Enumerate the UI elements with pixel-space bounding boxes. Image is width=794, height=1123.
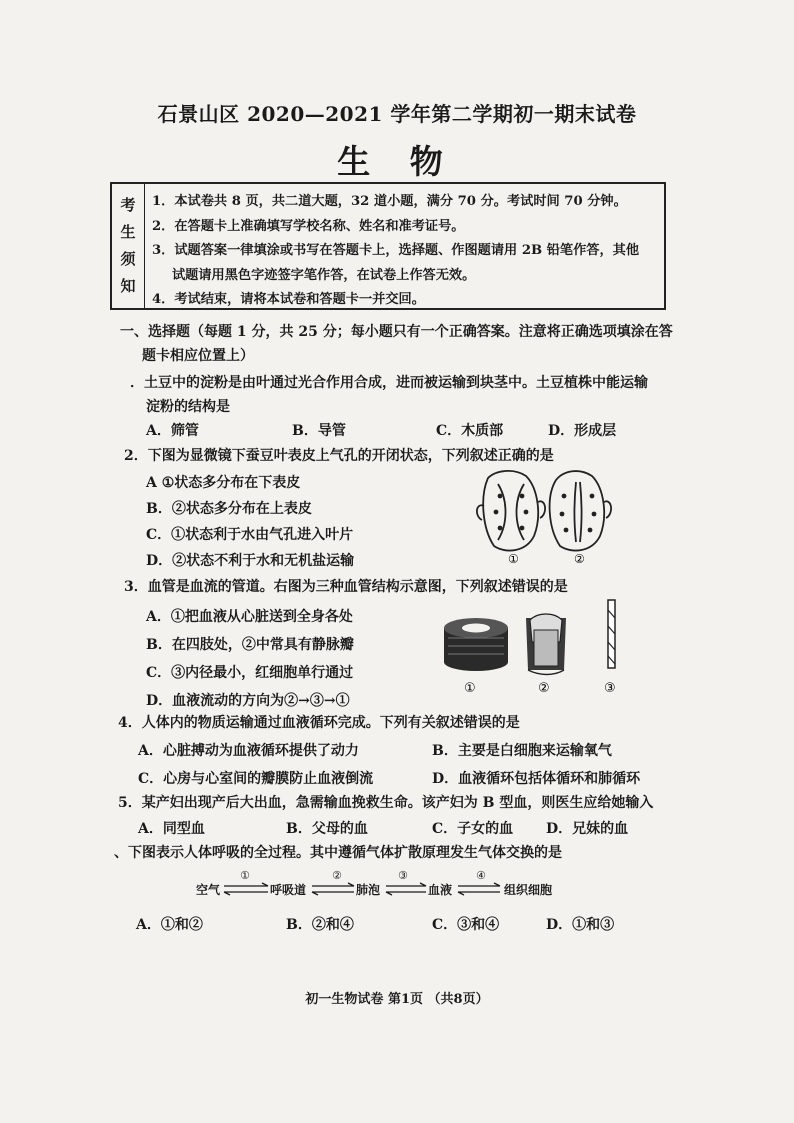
q6-option-a: A．①和② [136,917,203,933]
notice-heading-char: 知 [120,277,136,295]
q2-option-a: A ①状态多分布在下表皮 [146,475,301,491]
notice-item: 1．本试卷共 8 页，共二道大题，32 道小题，满分 70 分。考试时间 70 分钟。 [152,194,627,209]
q1-stem: ．土豆中的淀粉是由叶通过光合作用合成，进而被运输到块茎中。土豆植株中能运输 [130,375,648,391]
notice-heading-char: 生 [120,223,136,241]
page-footer: 初一生物试卷 第1页 （共8页） [305,992,489,1007]
respiration-diagram [196,868,596,904]
q1-stem-continued: 淀粉的结构是 [146,399,230,415]
q3-option-d: D．血液流动的方向为②→③→① [146,693,350,709]
notice-item: 4．考试结束，请将本试卷和答题卡一并交回。 [152,292,425,307]
section-heading-line: 一、选择题（每题 1 分，共 25 分；每小题只有一个正确答案。注意将正确选项填涂在答 [120,324,673,340]
q1-option-a: A．筛管 [146,423,199,439]
q3-option-c: C．③内径最小，红细胞单行通过 [146,665,354,681]
vessel-label-3: ③ [604,681,616,696]
q6-stem: 、下图表示人体呼吸的全过程。其中遵循气体扩散原理发生气体交换的是 [114,845,562,861]
notice-heading-char: 须 [120,250,136,268]
q4-option-a: A．心脏搏动为血液循环提供了动力 [138,743,359,759]
blood-vessel-figure [438,596,628,700]
q4-stem: 4．人体内的物质运输通过血液循环完成。下列有关叙述错误的是 [118,715,520,731]
step-label-4: ④ [476,869,486,882]
step-label-2: ② [332,869,342,882]
stomata-figure [476,466,616,566]
q3-option-a: A．①把血液从心脏送到全身各处 [146,609,353,625]
q6-option-c: C．③和④ [432,917,500,933]
artery-drawing [444,618,508,671]
q4-option-b: B．主要是白细胞来运输氧气 [432,743,612,759]
exam-title: 石景山区 2020—2021 学年第二学期初一期末试卷 [157,102,637,126]
q5-option-d: D．兄妹的血 [546,821,629,837]
q2-stem: 2．下图为显微镜下蚕豆叶表皮上气孔的开闭状态，下列叙述正确的是 [124,448,554,464]
q5-stem: 5．某产妇出现产后大出血，急需输血挽救生命。该产妇为 B 型血，则医生应给她输入 [118,795,654,811]
notice-heading-char: 考 [120,196,136,214]
notice-item-continued: 试题请用黑色字迹签字笔作答，在试卷上作答无效。 [172,267,476,283]
q4-option-c: C．心房与心室间的瓣膜防止血液倒流 [138,771,374,787]
stoma-label-1: ① [508,552,519,566]
capillary-drawing [608,600,615,668]
q5-option-c: C．子女的血 [432,821,514,837]
q2-option-b: B．②状态多分布在上表皮 [146,501,312,517]
node-tissue-cells: 组织细胞 [504,883,553,897]
q4-option-d: D．血液循环包括体循环和肺循环 [432,771,641,787]
q3-stem: 3．血管是血流的管道。右图为三种血管结构示意图，下列叙述错误的是 [124,579,568,595]
section-heading [120,320,680,368]
q2-option-d: D．②状态不利于水和无机盐运输 [146,553,355,569]
node-alveoli: 肺泡 [356,883,381,897]
q1-option-c: C．木质部 [436,423,504,439]
q6-option-b: B．②和④ [286,917,354,933]
node-blood: 血液 [428,883,453,897]
q5-option-b: B．父母的血 [286,821,368,837]
node-airway: 呼吸道 [270,883,307,897]
q1-option-b: B．导管 [292,423,346,439]
step-label-3: ③ [398,869,408,882]
stoma-label-2: ② [574,552,585,566]
q2-option-c: C．①状态利于水由气孔进入叶片 [146,527,354,543]
subject-heading: 生 物 [337,142,457,181]
section-heading-line: 题卡相应位置上） [142,348,254,364]
step-label-1: ① [240,869,250,882]
vein-drawing [526,614,566,675]
q3-option-b: B．在四肢处，②中常具有静脉瓣 [146,637,354,653]
notice-heading [112,184,145,308]
notice-items [152,190,662,313]
q6-option-d: D．①和③ [546,917,615,933]
node-air: 空气 [196,883,221,897]
notice-item: 3．试题答案一律填涂或书写在答题卡上，选择题、作图题请用 2B 铅笔作答，其他 [152,243,640,258]
q5-option-a: A．同型血 [138,821,205,837]
q1-option-d: D．形成层 [548,423,617,439]
notice-box [110,182,666,310]
vessel-label-1: ① [464,681,476,696]
vessel-label-2: ② [538,681,550,696]
notice-item: 2．在答题卡上准确填写学校名称、姓名和准考证号。 [152,218,465,234]
